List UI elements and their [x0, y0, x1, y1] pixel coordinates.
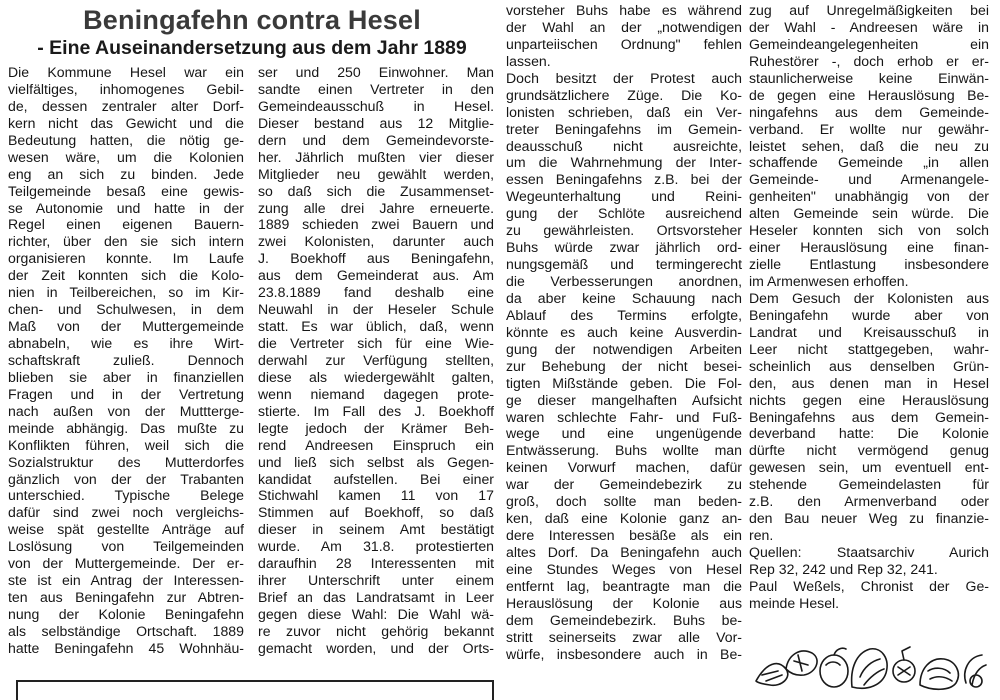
text-line: re zuvor nicht gehörig bekannt	[258, 622, 494, 639]
text-line: Maß von der Muttergemeinde	[8, 318, 244, 335]
text-line: Beningafehns aus dem Gemein-	[749, 408, 989, 425]
text-line: Konflikten führen, weil sich die	[8, 436, 244, 453]
text-line: deverband hatte: Die Kolonie	[749, 425, 989, 442]
text-line: kern nicht das Gewicht und die	[8, 114, 244, 131]
text-line: Sozialstruktur des Mutterdorfes	[8, 453, 244, 470]
text-line: Rep 32, 242 und Rep 32, 241.	[749, 560, 938, 577]
text-line: vorsteher Buhs habe es während	[506, 2, 742, 18]
text-line: Bedeutung hatten, die nötig ge-	[8, 131, 244, 148]
text-line: z.B. den Armenverband oder	[749, 493, 989, 510]
text-line: 1889 schieden zwei Bauern und	[258, 216, 494, 233]
text-line: dern und dem Gemeindevorste-	[258, 131, 494, 148]
text-line: statt. Es war üblich, daß, wenn	[258, 318, 494, 335]
text-line: nung der Kolonie Beningafehn	[8, 606, 244, 622]
text-line: vielfältiges, inhomogenes Gebil-	[8, 80, 244, 97]
text-line: altes Dorf. Da Beningafehn auch	[506, 544, 742, 560]
text-line: deausschuß nicht ausreichte,	[506, 137, 742, 154]
text-line: Ablauf des Termins erfolgte,	[506, 306, 742, 323]
text-line: keinen Vorwurf machen, dafür	[506, 459, 742, 476]
text-line: dieser in seinem Amt bestätigt	[258, 521, 494, 538]
text-line: zielle Entlastung insbesondere	[749, 256, 989, 273]
text-line: sandte einen Vertreter in den	[258, 80, 494, 97]
text-line: Gemeinde- und Armenangele-	[749, 171, 989, 188]
text-line: der Wahl an der „notwendigen	[506, 18, 742, 35]
text-line: schaftskraft zuließ. Dennoch	[8, 351, 244, 368]
text-line: der Zeit konnten sich die Kolo-	[8, 267, 244, 284]
text-line: gemacht worden, und der Orts-	[258, 639, 494, 656]
text-line: zu gewährleisten. Ortsvorsteher	[506, 222, 742, 239]
text-line: se Autonomie und hatte in der	[8, 199, 244, 216]
text-line: Loslösung von Teilgemeinden	[8, 538, 244, 555]
headline-block	[8, 4, 496, 60]
text-line: Doch besitzt der Protest auch	[506, 69, 742, 86]
text-line: Brief an das Landratsamt in Leer	[258, 589, 494, 606]
text-line: wurde. Am 31.8. protestierten	[258, 538, 494, 555]
text-line: so daß sich die Zusammenset-	[258, 182, 494, 199]
text-line: legte jedoch der Krämer Beh-	[258, 419, 494, 436]
text-line: Mitglieder neu gewählt werden,	[258, 165, 494, 182]
text-line: kandidat aufstellen. Bei einer	[258, 470, 494, 487]
text-line: entfernt lag, beantragte man die	[506, 577, 742, 594]
text-line: gegen diese Wahl: Die Wahl wä-	[258, 606, 494, 622]
text-line: 23.8.1889 fand deshalb eine	[258, 284, 494, 301]
text-line: den, aus denen man in Hesel	[749, 374, 989, 391]
text-line: lassen.	[506, 52, 551, 69]
text-line: Buhs würde zwar jährlich ord-	[506, 239, 742, 256]
text-line: wenn niemand dagegen prote-	[258, 385, 494, 402]
text-line: zwei Kolonisten, darunter auch	[258, 233, 494, 250]
text-line: verband. Er wollte nur gewähr-	[749, 120, 989, 137]
text-line: Landrat und Kreisausschuß in	[749, 323, 989, 340]
text-line: waren schlechte Fahr- und Fuß-	[506, 408, 742, 425]
text-line: Stichwahl kamen 11 von 17	[258, 487, 494, 504]
text-line: ken, daß eine Kolonie ganz an-	[506, 510, 742, 527]
text-column-1	[8, 64, 244, 657]
text-line: da aber keine Schauung nach	[506, 289, 742, 306]
text-line: könnte es auch keine Ausverdin-	[506, 323, 742, 340]
text-line: als selbständige Ortschaft. 1889	[8, 622, 244, 639]
text-line: meinde abhängig. Das mußte zu	[8, 419, 244, 436]
text-line: staunlicherweise keine Einwän-	[749, 69, 989, 86]
text-line: Fragen und in der Vertretung	[8, 385, 244, 402]
text-line: stierte. Im Fall des J. Boekhoff	[258, 402, 494, 419]
text-line: Teilgemeinde besaß eine gewis-	[8, 182, 244, 199]
text-line: Die Kommune Hesel war ein	[8, 64, 244, 80]
text-line: dere Interessen besäße als ein	[506, 527, 742, 544]
text-line: Leer nicht stattgegeben, wahr-	[749, 340, 989, 357]
text-line: war der Gemeindebezirk zu	[506, 476, 742, 493]
text-line: die Vertreter sich für eine Wie-	[258, 335, 494, 351]
text-line: unterschied. Typische Belege	[8, 487, 244, 504]
text-line: Regel einen eigenen Bauern-	[8, 216, 244, 233]
text-line: lonisten schrieben, daß ein Ver-	[506, 103, 742, 120]
text-line: wege und eine ungenügende	[506, 425, 742, 442]
text-line: Quellen: Staatsarchiv Aurich	[749, 544, 989, 560]
text-line: derwahl zur Verfügung stellten,	[258, 351, 494, 368]
text-line: einer Herauslösung eine finan-	[749, 239, 989, 256]
text-line: Neuwahl in der Heseler Schule	[258, 301, 494, 318]
text-line: ste ist ein Antrag der Interessen-	[8, 572, 244, 589]
text-line: Herauslösung der Kolonie aus	[506, 594, 742, 611]
text-column-4	[749, 2, 989, 612]
text-line: um die Wahrnehmung der Inter-	[506, 154, 742, 171]
text-line: Wegeunterhaltung und Reini-	[506, 188, 742, 205]
next-article-frame	[16, 680, 494, 700]
text-line: Ruhestörer -, doch erhob er er-	[749, 52, 989, 69]
fruit-vegetable-ornament-icon	[752, 641, 988, 692]
text-line: von der Muttergemeinde. Der er-	[8, 555, 244, 572]
text-line: Paul Weßels, Chronist der Ge-	[749, 577, 989, 594]
text-line: scheinlich aus denselben Grün-	[749, 357, 989, 374]
text-line: Heseler konnten sich von solch	[749, 222, 989, 239]
text-line: abnabeln, wie es ihre Wirt-	[8, 335, 244, 351]
text-line: ningafehns aus dem Gemeinde-	[749, 103, 989, 120]
text-line: diese als wiedergewählt galten,	[258, 368, 494, 385]
text-line: Gemeindeangelegenheiten ein	[749, 35, 989, 52]
text-line: ihrer Unterschrift unter einem	[258, 572, 494, 589]
text-column-2	[258, 64, 494, 657]
text-line: essen Beningafehns z.B. bei der	[506, 171, 742, 188]
text-line: unparteiischen Ordnung" fehlen	[506, 35, 742, 52]
text-line: blieben sie aber in finanziellen	[8, 368, 244, 385]
text-line: würfe, insbesondere auch in Be-	[506, 645, 742, 662]
text-line: zur Behebung der nicht besei-	[506, 357, 742, 374]
text-line: chen- und Schulwesen, in dem	[8, 301, 244, 318]
text-line: Dem Gesuch der Kolonisten aus	[749, 289, 989, 306]
text-line: ser und 250 Einwohner. Man	[258, 64, 494, 80]
text-line: Beningafehn wurde aber von	[749, 306, 989, 323]
text-line: organisieren konnte. Im Laufe	[8, 250, 244, 267]
text-line: schaffende Gemeinde „in allen	[749, 154, 989, 171]
text-line: gung der Schlöte ausreichend	[506, 205, 742, 222]
text-line: daraufhin 28 Interessenten mit	[258, 555, 494, 572]
text-line: ren.	[749, 527, 774, 544]
text-column-3	[506, 2, 742, 663]
text-line: wesen wäre, um die Kolonien	[8, 148, 244, 165]
text-line: der Wahl - Andreesen wäre in	[749, 18, 989, 35]
text-line: dürfte nicht vermögend genug	[749, 442, 989, 459]
text-line: meinde Hesel.	[749, 594, 840, 611]
text-line: de gegen eine Herauslösung Be-	[749, 86, 989, 103]
text-line: stritt seinerseits zwar alle Vor-	[506, 628, 742, 645]
text-line: genheiten" unabhängig von der	[749, 188, 989, 205]
text-line: zug auf Unregelmäßigkeiten bei	[749, 2, 989, 18]
text-line: Stimmen auf Boekhoff, so daß	[258, 504, 494, 521]
text-line: eine Stundes Weges von Hesel	[506, 560, 742, 577]
text-line: rend Andreesen Einspruch ein	[258, 436, 494, 453]
text-line: alten Gemeinde sein würde. Die	[749, 205, 989, 222]
text-line: ten aus Beningafehn zur Abtren-	[8, 589, 244, 606]
text-line: zung alle drei Jahre erneuerte.	[258, 199, 494, 216]
text-line: im Armenwesen erhoffen.	[749, 273, 909, 289]
text-line: aus dem Gemeinderat aus. Am	[258, 267, 494, 284]
text-line: den Bau neuer Weg zu finanzie-	[749, 510, 989, 527]
text-line: Entwässerung. Buhs wollte man	[506, 442, 742, 459]
text-line: nichts gegen eine Herauslösung	[749, 391, 989, 408]
text-line: gänzlich von der der Trabanten	[8, 470, 244, 487]
text-line: stehende Gemeindelasten für	[749, 476, 989, 493]
text-line: leistet sehen, daß die neu zu	[749, 137, 989, 154]
text-line: tigten Mißstände geben. Die Fol-	[506, 374, 742, 391]
text-line: und ließ sich selbst als Gegen-	[258, 453, 494, 470]
text-line: groß, doch sollte man beden-	[506, 493, 742, 510]
text-line: dafür sind zwei noch vergleichs-	[8, 504, 244, 521]
text-line: nungsgemäß und termingerecht	[506, 256, 742, 273]
text-line: nien in Teilbereichen, so im Kir-	[8, 284, 244, 301]
article-subtitle: - Eine Auseinandersetzung aus dem Jahr 1889	[37, 37, 467, 59]
article-title: Beningafehn contra Hesel	[83, 5, 421, 35]
text-line: die Verbesserungen anordnen,	[506, 273, 742, 289]
text-line: richter, über den sie sich intern	[8, 233, 244, 250]
text-line: gewesen sein, um eventuell ent-	[749, 459, 989, 476]
text-line: de, dessen zentraler alter Dorf-	[8, 97, 244, 114]
text-line: grundsätzlichere Züge. Die Ko-	[506, 86, 742, 103]
text-line: her. Jährlich mußten vier dieser	[258, 148, 494, 165]
text-line: ge dieser mangelhaften Aufsicht	[506, 391, 742, 408]
text-line: eng an sich zu binden. Jede	[8, 165, 244, 182]
text-line: Dieser bestand aus 12 Mitglie-	[258, 114, 494, 131]
text-line: treter Beningafehns im Gemein-	[506, 120, 742, 137]
text-line: dem Gemeindebezirk. Buhs be-	[506, 611, 742, 628]
text-line: hatte Beningafehn 45 Wohnhäu-	[8, 639, 244, 656]
text-line: J. Boekhoff aus Beningafehn,	[258, 250, 494, 267]
text-line: nach außen von der Muttterge-	[8, 402, 244, 419]
text-line: Gemeindeausschuß in Hesel.	[258, 97, 494, 114]
text-line: gung der notwendigen Arbeiten	[506, 340, 742, 357]
text-line: weise spät gestellte Anträge auf	[8, 521, 244, 538]
